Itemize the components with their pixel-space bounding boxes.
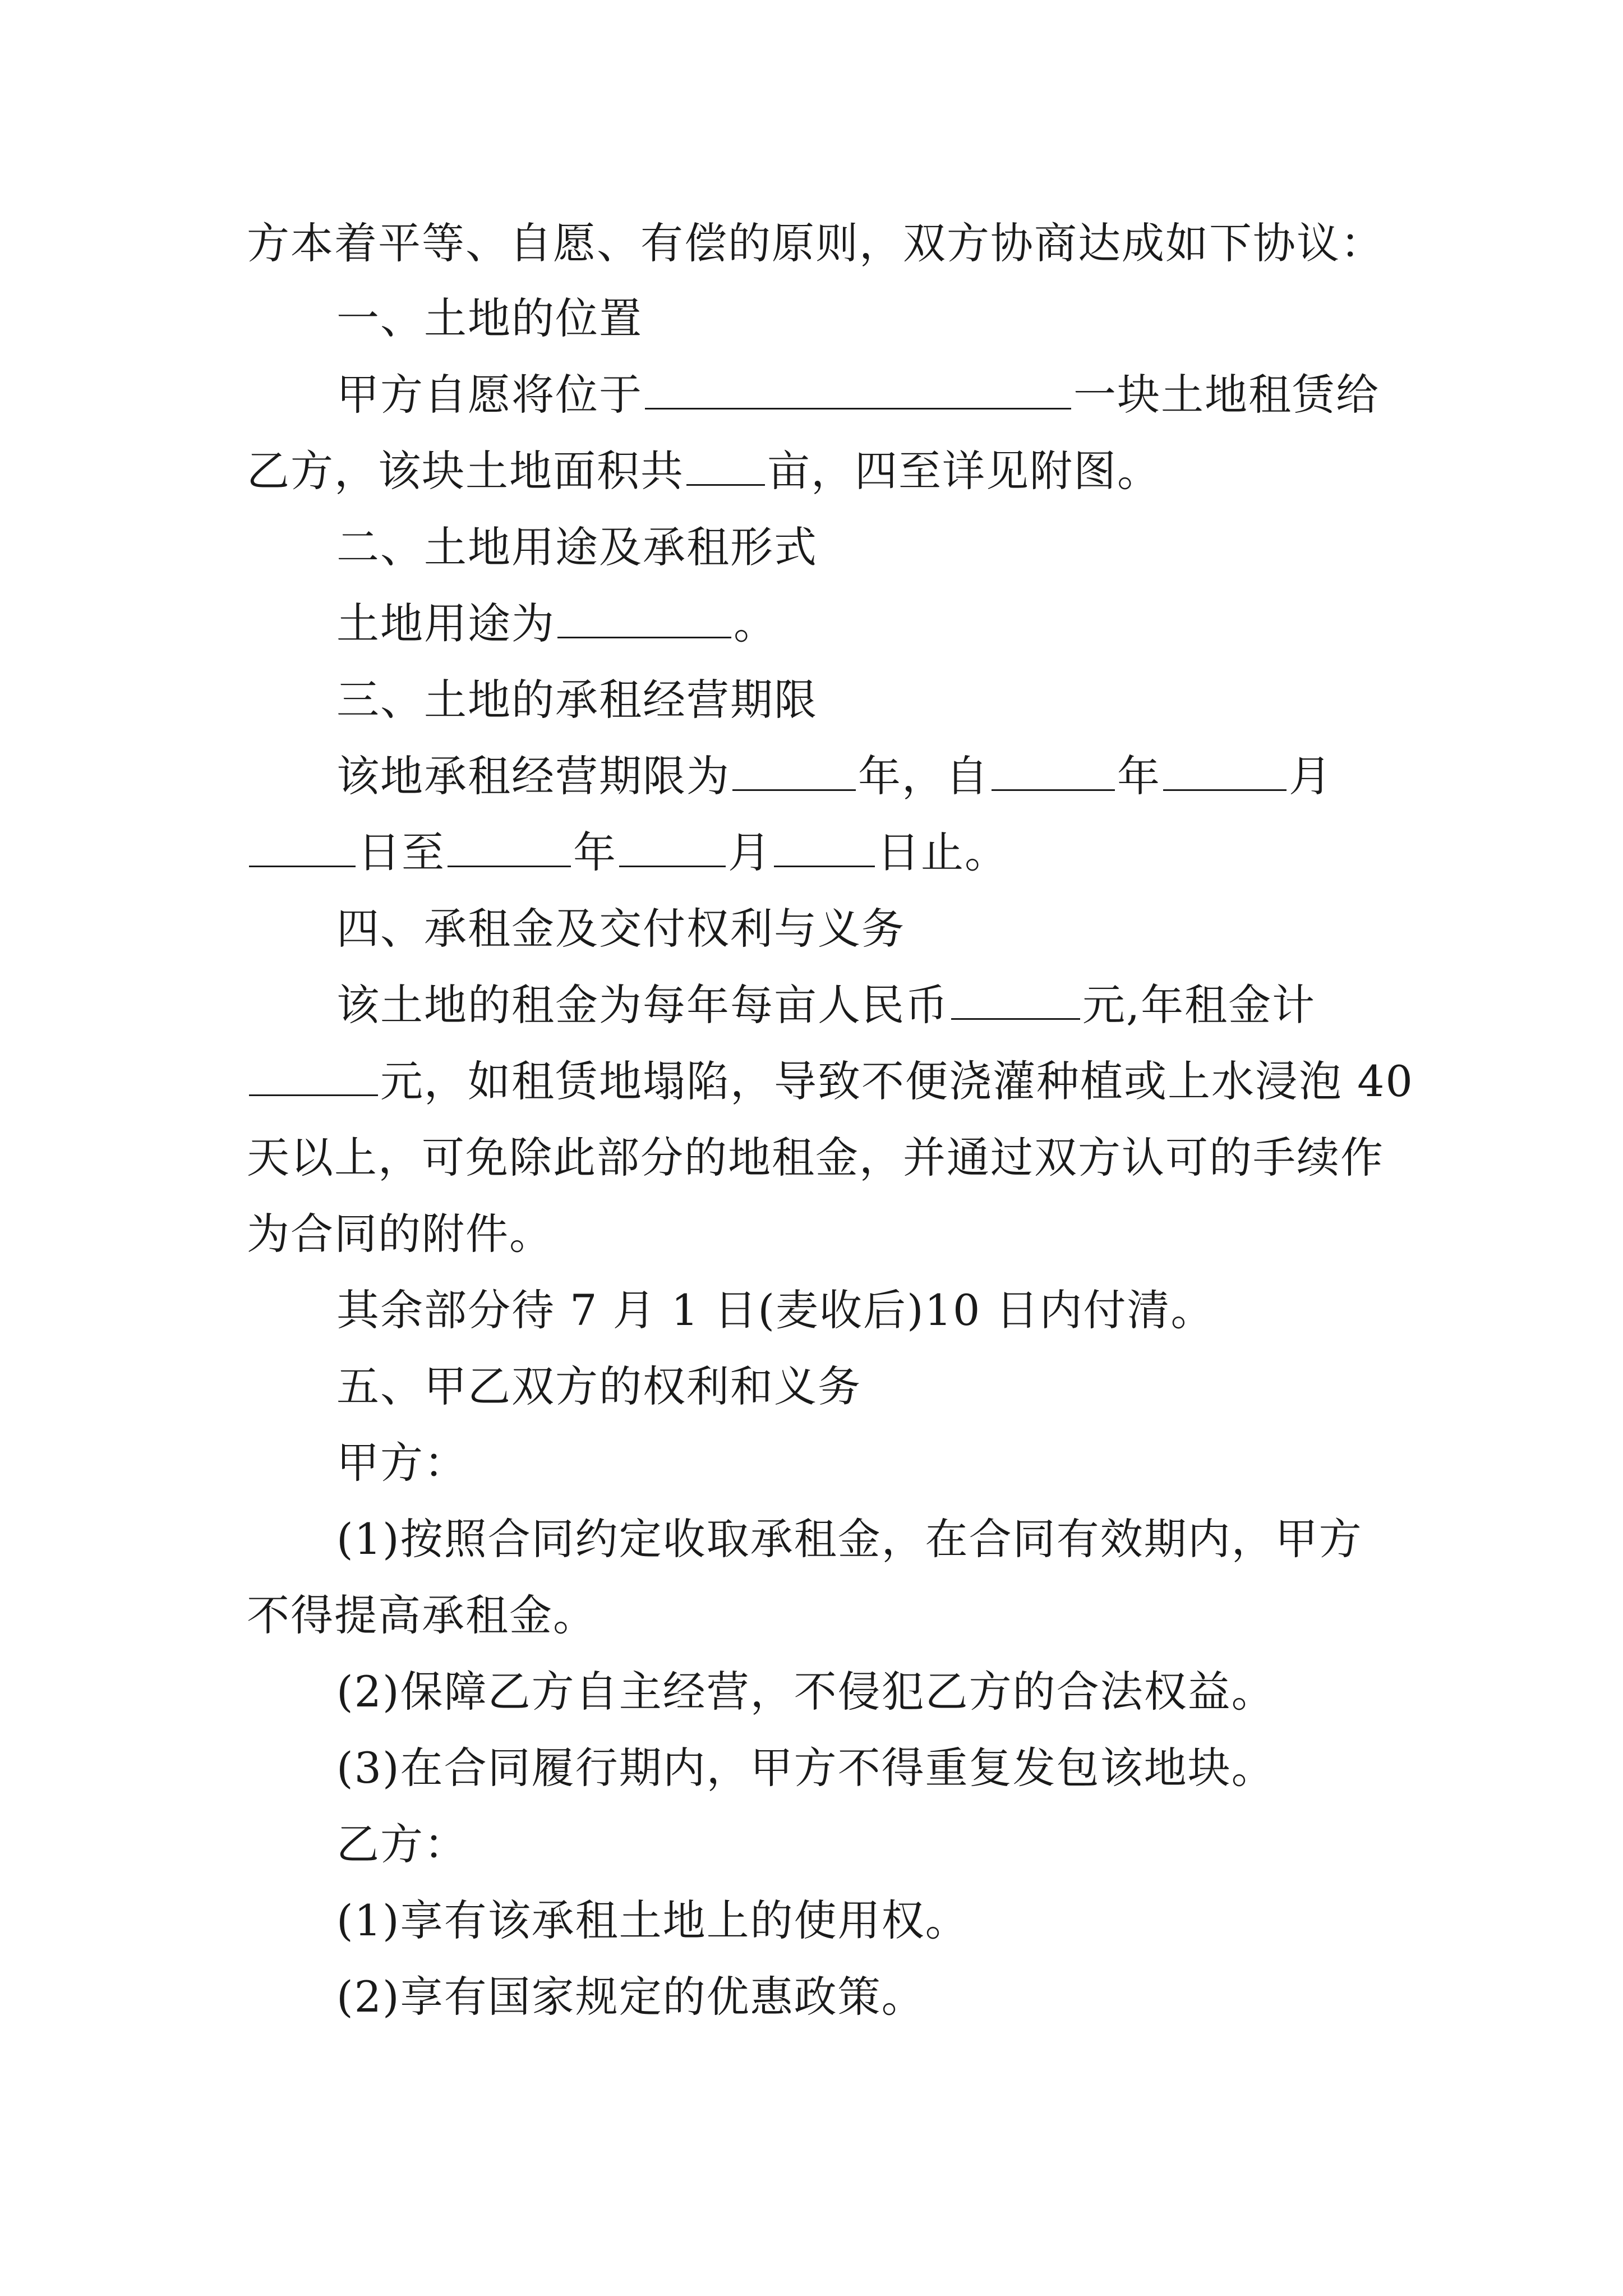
line-text: 土地用途为 — [336, 599, 555, 648]
line-text: (1)按照合同约定收取承租金，在合同有效期内，甲方 — [336, 1514, 1363, 1564]
line-text: (3)在合同履行期内，甲方不得重复发包该地块。 — [336, 1743, 1275, 1793]
line-text: 甲方自愿将位于 — [336, 370, 643, 420]
blank-area — [686, 441, 765, 486]
text-line — [247, 1043, 1623, 1120]
blank-rent-per-mu — [951, 976, 1080, 1020]
text-line — [247, 1120, 1623, 1196]
blank-end-day — [774, 823, 875, 867]
line-text: 一、土地的位置 — [336, 293, 643, 343]
line-text: 五、甲乙双方的权利和义务 — [336, 1361, 861, 1411]
text-line — [247, 1577, 1623, 1654]
line-text: 方本着平等、自愿、有偿的原则，双方协商达成如下协议： — [247, 218, 1384, 268]
line-text: 月 — [1289, 751, 1332, 801]
text-line — [336, 1425, 1623, 1501]
text-line — [247, 433, 1623, 509]
section-heading — [336, 662, 1623, 738]
line-text: 年 — [1117, 751, 1161, 801]
line-text: 亩，四至详见附图。 — [767, 446, 1161, 496]
text-line — [247, 815, 1623, 891]
blank-usage — [557, 594, 731, 638]
line-text: 元,年租金计 — [1082, 980, 1316, 1030]
blank-annual-rent — [249, 1052, 378, 1096]
section-heading — [336, 280, 1623, 357]
text-line — [336, 1730, 1623, 1806]
text-line — [336, 1272, 1623, 1349]
text-line — [336, 1654, 1623, 1730]
line-text: 日至 — [358, 827, 445, 877]
text-line — [336, 1883, 1623, 1959]
section-heading — [336, 891, 1623, 967]
blank-location — [645, 365, 1071, 409]
blank-start-day — [249, 823, 356, 867]
line-text: 该地承租经营期限为 — [336, 751, 730, 801]
line-text: 年 — [573, 827, 617, 877]
line-text: 乙方： — [336, 1819, 468, 1869]
text-line — [336, 586, 1623, 662]
section-heading — [336, 509, 1623, 586]
text-line — [336, 738, 1623, 815]
line-text: (2)保障乙方自主经营，不侵犯乙方的合法权益。 — [336, 1667, 1275, 1717]
blank-years — [732, 747, 856, 791]
line-text: (1)享有该承租土地上的使用权。 — [336, 1895, 969, 1945]
text-line — [336, 1806, 1623, 1883]
line-text: 其余部分待 7 月 1 日(麦收后)10 日内付清。 — [336, 1285, 1215, 1335]
text-line — [336, 967, 1623, 1043]
line-text: 日止。 — [877, 827, 1008, 877]
line-text: 该土地的租金为每年每亩人民币 — [336, 980, 949, 1030]
section-heading — [336, 1349, 1623, 1425]
line-text: 为合同的附件。 — [247, 1209, 553, 1259]
line-text: 甲方： — [336, 1438, 468, 1488]
line-text: 乙方，该块土地面积共 — [247, 446, 684, 496]
line-text: 不得提高承租金。 — [247, 1590, 597, 1640]
line-text: 二、土地用途及承租形式 — [336, 522, 818, 572]
blank-end-year — [448, 823, 571, 867]
line-text: 三、土地的承租经营期限 — [336, 675, 818, 725]
blank-start-month — [1163, 747, 1287, 791]
line-text: 天以上，可免除此部分的地租金，并通过双方认可的手续作 — [247, 1133, 1384, 1182]
line-text: 。 — [734, 599, 777, 648]
text-line — [247, 1196, 1623, 1272]
blank-end-month — [619, 823, 726, 867]
line-text: 元，如租赁地塌陷，导致不便浇灌种植或上水浸泡 40 — [380, 1056, 1414, 1106]
line-text: 年，自 — [858, 751, 989, 801]
line-text: 四、承租金及交付权利与义务 — [336, 904, 905, 954]
text-line — [336, 357, 1623, 433]
text-line — [336, 1959, 1623, 2035]
blank-start-year — [992, 747, 1115, 791]
text-line — [247, 205, 1623, 282]
line-text: 月 — [728, 827, 772, 877]
text-line — [336, 1501, 1623, 1577]
line-text: 一块土地租赁给 — [1073, 370, 1380, 420]
line-text: (2)享有国家规定的优惠政策。 — [336, 1972, 925, 2022]
